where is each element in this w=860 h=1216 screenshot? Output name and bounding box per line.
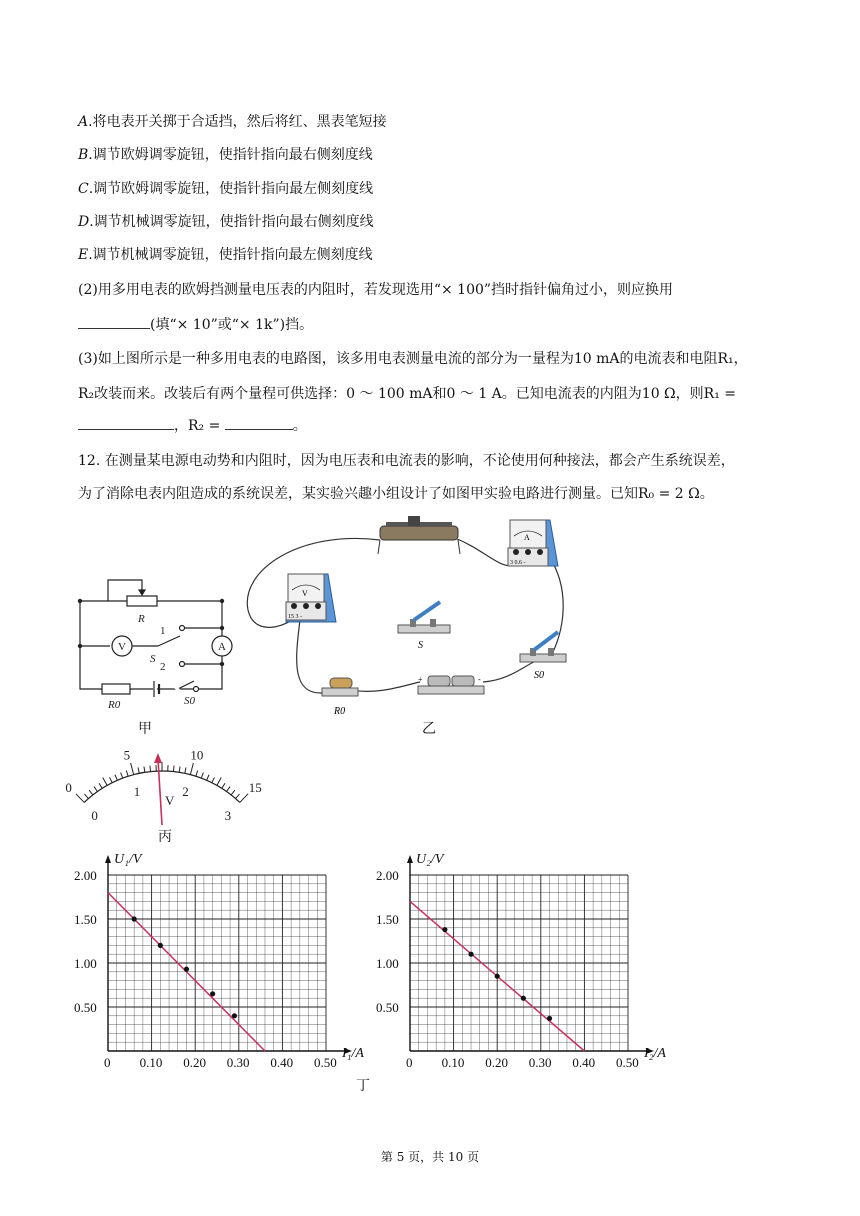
x-tick-label: 0: [104, 1055, 111, 1070]
y-axis-arrow-icon: [105, 855, 111, 863]
y-axis-arrow-icon: [407, 855, 413, 863]
dial-tick: [207, 775, 209, 781]
data-point: [232, 1013, 237, 1018]
page-footer: 第 5 页，共 10 页: [380, 1150, 480, 1164]
dial-tick: [110, 777, 113, 782]
dial-tick: [240, 794, 248, 803]
dial-top-label: 0: [65, 780, 72, 796]
x-tick-label: 0.20: [485, 1055, 508, 1070]
x-tick-label: 0.40: [572, 1055, 596, 1070]
q12-line2: 为了消除电表内阻造成的系统误差，某实验兴趣小组设计了如图甲实验电路进行测量。已知R₀ = 2 Ω。: [78, 486, 714, 502]
x-tick-label: 0.50: [314, 1055, 337, 1070]
option-a: A.将电表开关掷于合适挡，然后将红、黑表笔短接: [78, 114, 387, 130]
answer-blank[interactable]: [78, 314, 150, 329]
label-r0: R0: [108, 699, 121, 711]
dial-tick: [138, 767, 139, 773]
q3-line2: R₂改装而来。改装后有两个量程可供选择：0 ～ 100 mA和0 ～ 1 A。已知电流表的内阻为10 Ω，则R₁ =: [78, 386, 736, 402]
dial-tick: [144, 766, 145, 772]
data-point: [158, 943, 163, 948]
circuit-diagram-jia: [70, 570, 240, 730]
dial-tick: [196, 771, 198, 777]
dial-pointer: [158, 759, 162, 825]
y-axis-label: U₁/V: [114, 852, 142, 867]
dial-tick: [212, 777, 215, 782]
label-v: V: [118, 641, 126, 653]
dial-tick: [236, 794, 240, 799]
dial-tick: [179, 766, 180, 772]
y-tick-label: 1.00: [74, 956, 97, 971]
svg-text:A: A: [524, 533, 530, 542]
dial-tick: [115, 775, 117, 781]
dial-top-label: 5: [123, 747, 131, 763]
svg-text:+: +: [418, 675, 423, 684]
svg-text:-: -: [478, 675, 481, 684]
svg-text:15 3 -: 15 3 -: [288, 614, 302, 620]
battery-device: [418, 675, 484, 694]
dial-tick: [131, 763, 134, 775]
option-c: C.调节欧姆调零旋钮，使指针指向最左侧刻度线: [78, 181, 374, 197]
r1-answer-blank[interactable]: [78, 415, 174, 430]
dial-unit: V: [165, 793, 175, 808]
y-axis-label: U₂/V: [416, 852, 444, 867]
r2-answer-blank[interactable]: [225, 415, 293, 430]
dial-tick: [126, 771, 128, 777]
label-s0: S0: [184, 695, 195, 707]
pointer-arrow-icon: [154, 753, 162, 763]
option-b: B.调节欧姆调零旋钮，使指针指向最右侧刻度线: [78, 147, 373, 163]
switch-s0-device: [520, 632, 566, 681]
dial-tick: [173, 766, 174, 772]
caption-jia: 甲: [138, 721, 152, 737]
dial-tick: [231, 790, 235, 795]
graph-u1-i1: [70, 845, 390, 1070]
dial-tick: [201, 772, 203, 778]
dial-tick: [84, 794, 88, 799]
rheostat-device: [378, 516, 460, 554]
caption-yi: 乙: [422, 721, 436, 737]
svg-text:S0: S0: [534, 670, 544, 681]
y-tick-label: 1.50: [74, 912, 97, 927]
dial-tick: [76, 794, 84, 803]
x-tick-label: 0.20: [183, 1055, 206, 1070]
dial-top-label: 10: [190, 747, 204, 763]
caption-bing: 丙: [158, 829, 172, 845]
data-point: [210, 991, 215, 996]
dial-tick: [94, 787, 97, 792]
q2-line1: (2)用多用电表的欧姆挡测量电压表的内阻时，若发现选用“× 100”挡时指针偏角过小，则应换用: [78, 282, 674, 298]
q3-line3: ，R₂ = 。: [78, 415, 307, 436]
data-point: [184, 967, 189, 972]
dial-tick: [103, 778, 107, 786]
data-point: [132, 916, 137, 921]
x-axis-label: I₂/A: [644, 1046, 666, 1061]
data-point: [547, 1016, 552, 1021]
dial-bottom-label: 1: [133, 784, 141, 800]
svg-text:R0: R0: [334, 706, 346, 717]
dial-tick: [89, 790, 93, 795]
dial-tick: [227, 787, 230, 792]
label-s: S: [150, 653, 156, 665]
data-point: [495, 974, 500, 979]
x-tick-label: 0.10: [441, 1055, 465, 1070]
dial-tick: [190, 763, 193, 775]
x-tick-label: 0.50: [616, 1055, 639, 1070]
q12-line1: 12. 在测量某电源电动势和内阻时，因为电压表和电流表的影响，不论使用何种接法，都会产生系统误差，: [78, 453, 735, 469]
graph-u2-i2: [372, 845, 692, 1070]
data-point: [442, 927, 447, 932]
dial-tick: [99, 783, 102, 788]
q2-line2: (填“× 10”或“× 1k”)挡。: [78, 314, 313, 335]
label-a: A: [218, 641, 226, 653]
dial-tick: [121, 772, 123, 778]
dial-bottom-label: 3: [224, 807, 232, 823]
ammeter-device: [508, 520, 558, 566]
dial-tick: [150, 766, 151, 772]
x-tick-label: 0.10: [139, 1055, 163, 1070]
y-tick-label: 0.50: [376, 1000, 399, 1015]
dial-tick: [217, 778, 221, 786]
x-tick-label: 0: [406, 1055, 413, 1070]
apparatus-diagram-yi: [240, 510, 570, 725]
dial-top-label: 15: [248, 780, 262, 796]
dial-tick: [222, 783, 225, 788]
label-1: 1: [160, 625, 166, 637]
meter-dial-bing: [65, 733, 275, 828]
dial-tick: [185, 767, 186, 773]
q3-line1: (3)如上图所示是一种多用电表的电路图，该多用电表测量电流的部分为一量程为10 mA的电流表和电阻R₁，: [78, 351, 748, 367]
option-d: D.调节机械调零旋钮，使指针指向最右侧刻度线: [78, 214, 374, 230]
x-tick-label: 0.30: [226, 1055, 250, 1070]
x-tick-label: 0.30: [528, 1055, 552, 1070]
svg-text:V: V: [302, 589, 308, 598]
y-tick-label: 0.50: [74, 1000, 97, 1015]
resistor-r0-device: [322, 678, 358, 717]
x-axis-label: I₁/A: [342, 1046, 364, 1061]
option-e: E.调节机械调零旋钮，使指针指向最左侧刻度线: [78, 247, 373, 263]
dial-bottom-label: 0: [91, 807, 98, 823]
voltmeter-device: [286, 574, 336, 622]
switch-s-device: [398, 602, 450, 651]
label-2: 2: [160, 661, 166, 673]
data-point: [521, 996, 526, 1001]
svg-text:3 0.6 -: 3 0.6 -: [510, 560, 526, 566]
y-tick-label: 1.00: [376, 956, 399, 971]
y-tick-label: 2.00: [376, 868, 399, 883]
x-tick-label: 0.40: [270, 1055, 294, 1070]
caption-ding: 丁: [356, 1078, 370, 1094]
y-tick-label: 2.00: [74, 868, 97, 883]
label-r: R: [138, 613, 145, 625]
y-tick-label: 1.50: [376, 912, 399, 927]
svg-text:S: S: [418, 640, 423, 651]
dial-bottom-label: 2: [182, 784, 189, 800]
data-point: [468, 952, 473, 957]
